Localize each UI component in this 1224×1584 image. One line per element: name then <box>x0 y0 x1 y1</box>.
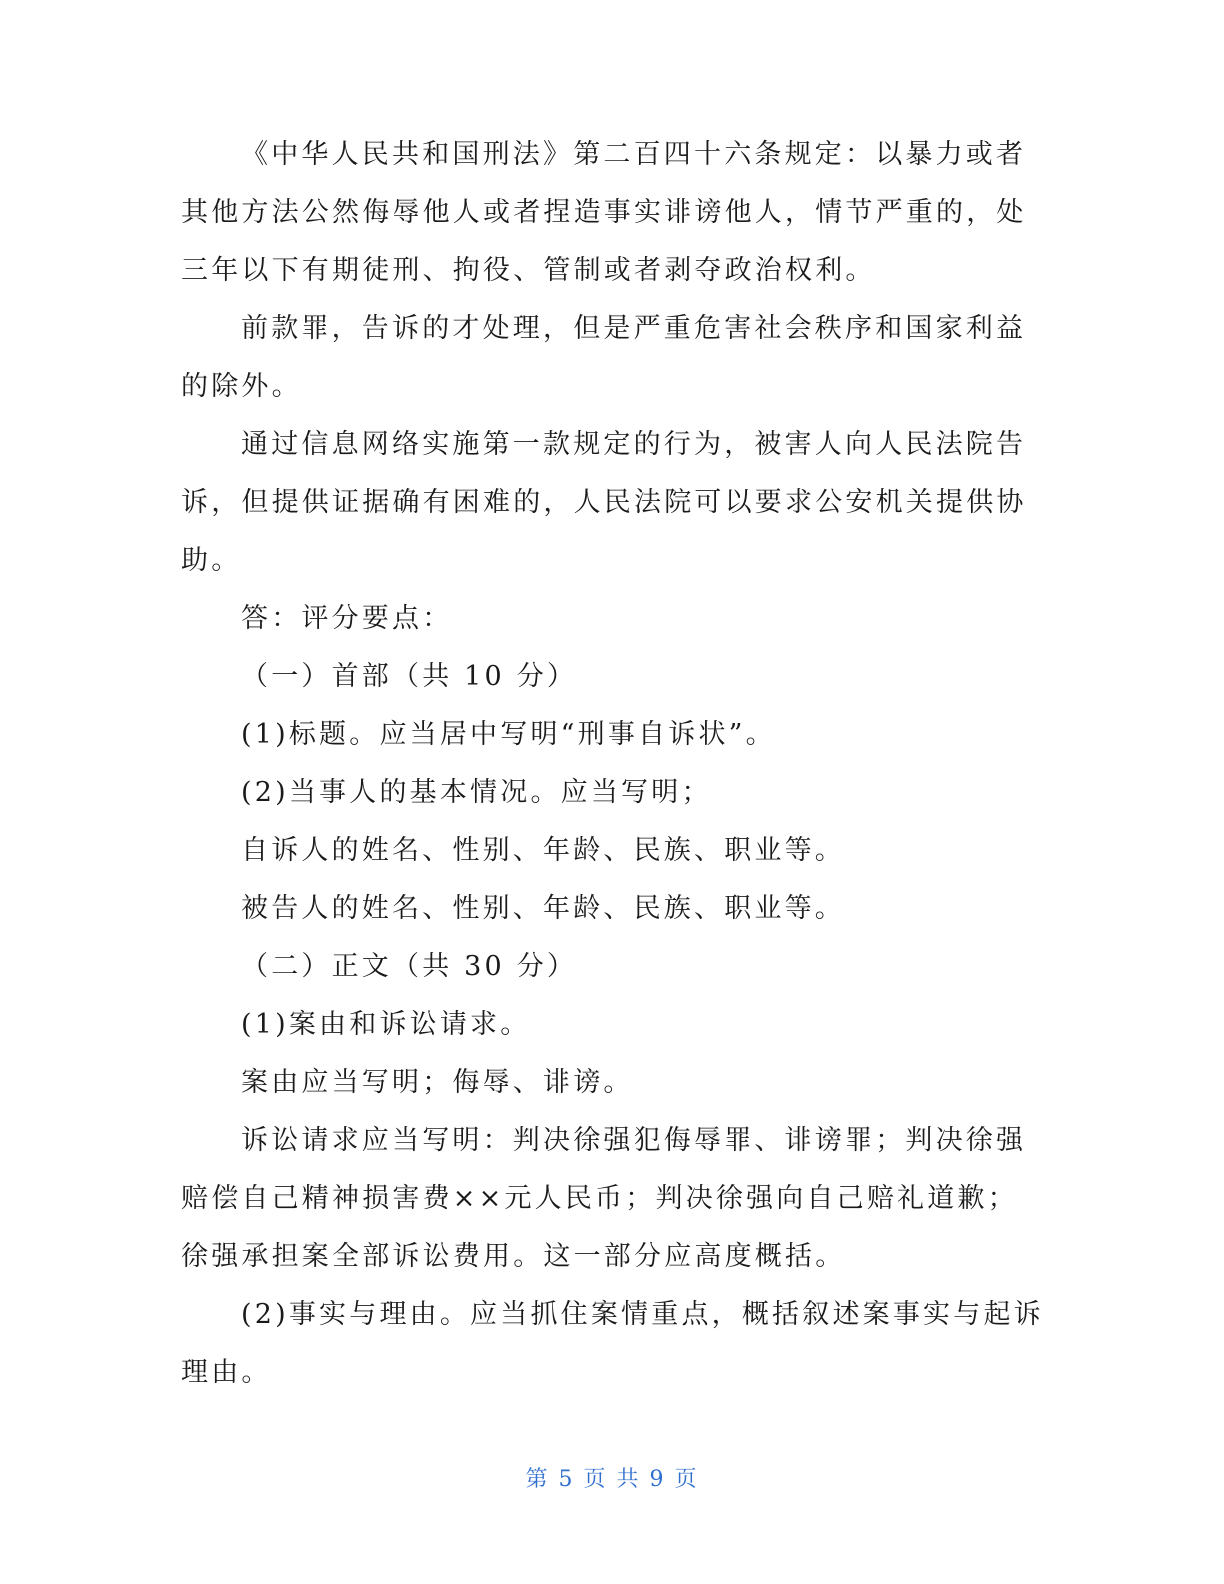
text-line: 助。 <box>181 545 242 576</box>
list-item-parties: (2)当事人的基本情况。应当写明； <box>241 777 712 808</box>
paragraph-complaint-exception <box>181 300 1031 416</box>
section-heading-body: （二）正文（共 30 分） <box>241 951 578 982</box>
paragraph-facts-and-reasons <box>181 1286 1044 1402</box>
text-line: 理由。 <box>181 1357 272 1388</box>
paragraph-information-network <box>181 416 1031 590</box>
document-body <box>181 126 1044 1402</box>
text-line: 前款罪，告诉的才处理，但是严重危害社会秩序和国家利益 <box>241 313 1027 344</box>
text-line: 《中华人民共和国刑法》第二百四十六条规定：以暴力或者 <box>241 139 1027 170</box>
text-line-cause: 案由应当写明；侮辱、诽谤。 <box>241 1067 634 1098</box>
text-line-plaintiff-info: 自诉人的姓名、性别、年龄、民族、职业等。 <box>241 835 845 866</box>
text-line: 赔偿自己精神损害费××元人民币；判决徐强向自己赔礼道歉； <box>181 1183 1018 1214</box>
list-item-cause-and-claims: (1)案由和诉讼请求。 <box>241 1009 531 1040</box>
list-item-title: (1)标题。应当居中写明“刑事自诉状”。 <box>241 719 776 750</box>
text-line: 三年以下有期徒刑、拘役、管制或者剥夺政治权利。 <box>181 255 876 286</box>
text-line: 的除外。 <box>181 371 302 402</box>
text-line: (2)事实与理由。应当抓住案情重点，概括叙述案事实与起诉 <box>241 1299 1044 1330</box>
paragraph-claims <box>181 1112 1031 1286</box>
text-line: 诉，但提供证据确有困难的，人民法院可以要求公安机关提供协 <box>181 487 1027 518</box>
section-heading-header: （一）首部（共 10 分） <box>241 661 578 692</box>
text-line: 通过信息网络实施第一款规定的行为，被害人向人民法院告 <box>241 429 1027 460</box>
text-line: 其他方法公然侮辱他人或者捏造事实诽谤他人，情节严重的，处 <box>181 197 1027 228</box>
page-number: 第 5 页 共 9 页 <box>525 1467 699 1492</box>
text-line: 诉讼请求应当写明：判决徐强犯侮辱罪、诽谤罪；判决徐强 <box>241 1125 1027 1156</box>
answer-heading: 答：评分要点： <box>241 603 453 634</box>
paragraph-criminal-law-article <box>181 126 1031 300</box>
text-line: 徐强承担案全部诉讼费用。这一部分应高度概括。 <box>181 1241 846 1272</box>
text-line-defendant-info: 被告人的姓名、性别、年龄、民族、职业等。 <box>241 893 845 924</box>
